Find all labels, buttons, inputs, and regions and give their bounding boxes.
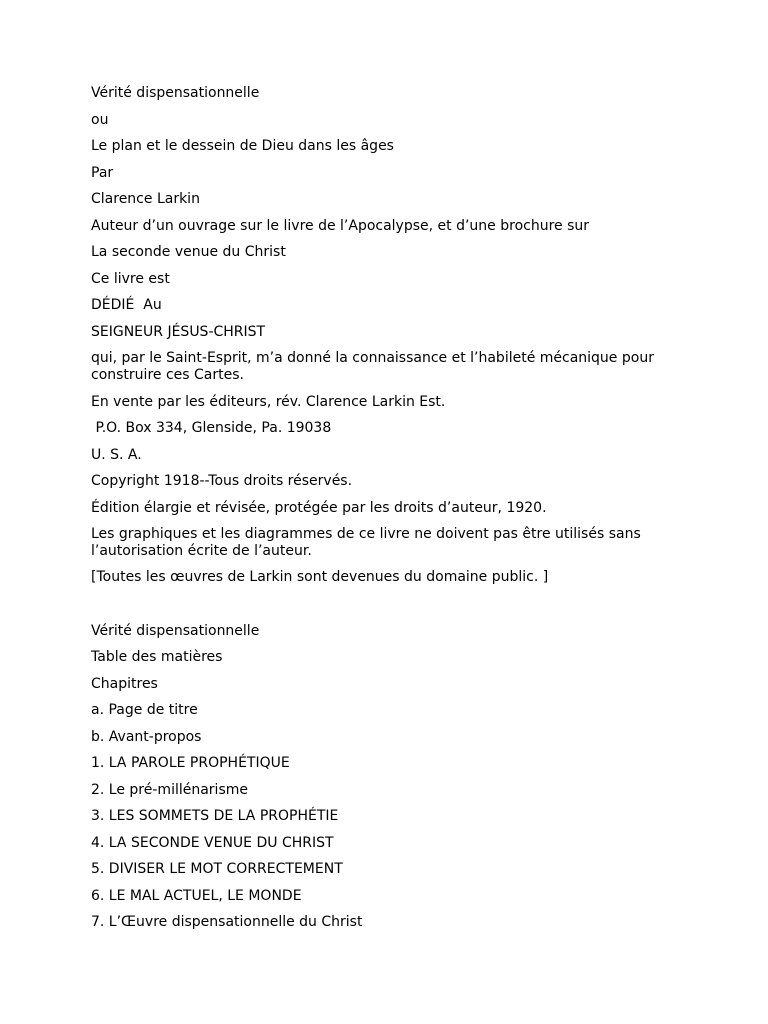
toc-item: b. Avant-propos — [91, 729, 202, 745]
usage-notice: Les graphiques et les diagrammes de ce livre ne doivent pas être utilisés sans l’autorisation écrite de l’auteur. — [91, 526, 641, 559]
toc-book-title: Vérité dispensationnelle — [91, 623, 260, 639]
book-title: Vérité dispensationnelle — [91, 85, 260, 101]
toc-heading: Table des matières — [91, 649, 223, 665]
toc-item: 5. DIVISER LE MOT CORRECTEMENT — [91, 861, 343, 877]
toc-item: a. Page de titre — [91, 702, 198, 718]
dedication-intro: Ce livre est — [91, 271, 170, 287]
dedication-label: DÉDIÉ Au — [91, 297, 162, 313]
toc-item: 4. LA SECONDE VENUE DU CHRIST — [91, 835, 334, 851]
edition-line: Édition élargie et révisée, protégée par les droits d’auteur, 1920. — [91, 500, 547, 516]
dedication-text: qui, par le Saint-Esprit, m’a donné la connaissance et l’habileté mécanique pour construire ces Cartes. — [91, 350, 654, 383]
book-subtitle: Le plan et le dessein de Dieu dans les âges — [91, 138, 394, 154]
publisher-address: P.O. Box 334, Glenside, Pa. 19038 — [91, 420, 332, 436]
author-credentials-cont: La seconde venue du Christ — [91, 244, 286, 260]
public-domain-note: [Toutes les œuvres de Larkin sont devenues du domaine public. ] — [91, 569, 549, 585]
toc-item: 6. LE MAL ACTUEL, LE MONDE — [91, 888, 302, 904]
title-connector: ou — [91, 112, 109, 128]
toc-item: 2. Le pré-millénarisme — [91, 782, 248, 798]
copyright-line: Copyright 1918--Tous droits réservés. — [91, 473, 353, 489]
toc-item: 3. LES SOMMETS DE LA PROPHÉTIE — [91, 808, 339, 824]
toc-chapters-label: Chapitres — [91, 676, 158, 692]
publisher-line: En vente par les éditeurs, rév. Clarence Larkin Est. — [91, 394, 446, 410]
author-name: Clarence Larkin — [91, 191, 200, 207]
publisher-country: U. S. A. — [91, 447, 142, 463]
toc-item: 7. L’Œuvre dispensationnelle du Christ — [91, 914, 363, 930]
toc-item: 1. LA PAROLE PROPHÉTIQUE — [91, 755, 290, 771]
by-line: Par — [91, 165, 114, 181]
author-credentials: Auteur d’un ouvrage sur le livre de l’Apocalypse, et d’une brochure sur — [91, 218, 590, 234]
dedication-recipient: SEIGNEUR JÉSUS-CHRIST — [91, 324, 266, 340]
